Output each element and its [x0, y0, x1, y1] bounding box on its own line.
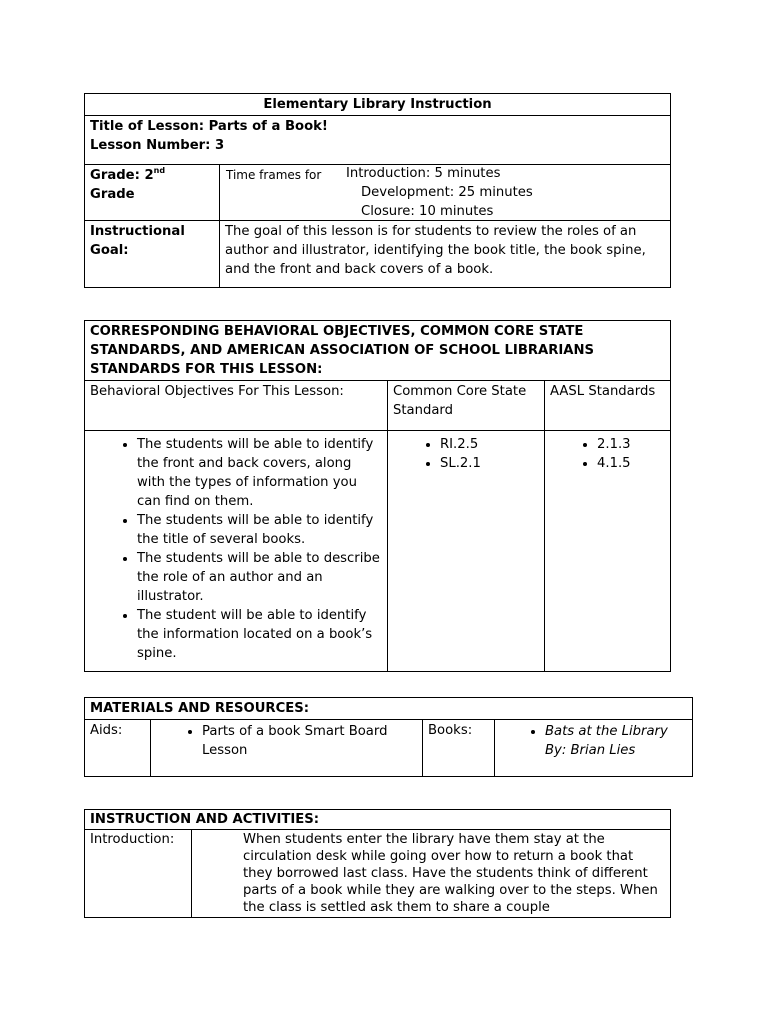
- page-title: Elementary Library Instruction: [85, 94, 671, 116]
- introduction-item: • When students enter the library have them stay at the circulation desk while going over how to return a book that they borrowed last class. Have the students think of different parts of a book while they are walking over to the steps. When the class is settled ask them to share a couple: [243, 831, 665, 916]
- aids-item: • Parts of a book Smart Board Lesson: [202, 722, 417, 760]
- col-behavioral-header: Behavioral Objectives For This Lesson:: [85, 381, 388, 431]
- goal-label-cell: [85, 221, 220, 288]
- common-core-item: • SL.2.1: [440, 454, 539, 473]
- aasl-cell: [545, 431, 671, 672]
- aids-label: Aids:: [85, 720, 151, 777]
- instruction-table: [84, 809, 671, 918]
- lesson-header-table: [84, 93, 671, 288]
- objectives-heading: CORRESPONDING BEHAVIORAL OBJECTIVES, COMMON CORE STATE STANDARDS, AND AMERICAN ASSOCIATION OF SCHOOL LIBRARIANS STANDARDS FOR THIS LESSON:: [85, 321, 671, 381]
- behavioral-objective-item: • The students will be able to describe the role of an author and an illustrator.: [137, 549, 382, 606]
- time-development: Development: 25 minutes: [361, 185, 533, 200]
- grade-label: Grade: 2: [90, 168, 154, 183]
- book-item: [545, 722, 687, 760]
- time-closure: Closure: 10 minutes: [361, 204, 494, 219]
- introduction-label: Introduction:: [85, 830, 192, 918]
- time-frames-cell: [220, 165, 671, 221]
- materials-heading: MATERIALS AND RESOURCES:: [85, 698, 693, 720]
- books-cell: [495, 720, 693, 777]
- col-common-core-header: Common Core State Standard: [388, 381, 545, 431]
- grade-word: Grade: [90, 187, 135, 202]
- common-core-item: • RI.2.5: [440, 435, 539, 454]
- books-label: Books:: [423, 720, 495, 777]
- book-author: By: Brian Lies: [545, 743, 636, 758]
- lesson-title: Title of Lesson: Parts of a Book!: [90, 119, 328, 134]
- book-title: • Bats at the Library: [545, 724, 668, 739]
- behavioral-objectives-cell: [85, 431, 388, 672]
- aids-cell: [151, 720, 423, 777]
- objectives-table: [84, 320, 671, 672]
- instruction-heading: INSTRUCTION AND ACTIVITIES:: [85, 810, 671, 830]
- grade-sup: nd: [153, 166, 166, 175]
- common-core-cell: [388, 431, 545, 672]
- grade-cell: [85, 165, 220, 221]
- behavioral-objective-item: • The student will be able to identify the information located on a book’s spine.: [137, 606, 382, 663]
- time-intro: Introduction: 5 minutes: [346, 166, 501, 181]
- materials-table: [84, 697, 693, 777]
- lesson-number: Lesson Number: 3: [90, 138, 225, 153]
- behavioral-objective-item: • The students will be able to identify the front and back covers, along with the types of information you can find on them.: [137, 435, 382, 511]
- col-aasl-header: AASL Standards: [545, 381, 671, 431]
- goal-label-1: Instructional: [90, 224, 185, 239]
- goal-label-2: Goal:: [90, 243, 129, 258]
- aasl-item: • 4.1.5: [597, 454, 665, 473]
- goal-text: The goal of this lesson is for students to review the roles of an author and illustrator, identifying the book title, the book spine, and the front and back covers of a book.: [220, 221, 671, 288]
- introduction-cell: [192, 830, 671, 918]
- lesson-info-cell: [85, 116, 671, 165]
- aasl-item: • 2.1.3: [597, 435, 665, 454]
- behavioral-objective-item: • The students will be able to identify the title of several books.: [137, 511, 382, 549]
- time-frames-label: Time frames for: [226, 168, 322, 182]
